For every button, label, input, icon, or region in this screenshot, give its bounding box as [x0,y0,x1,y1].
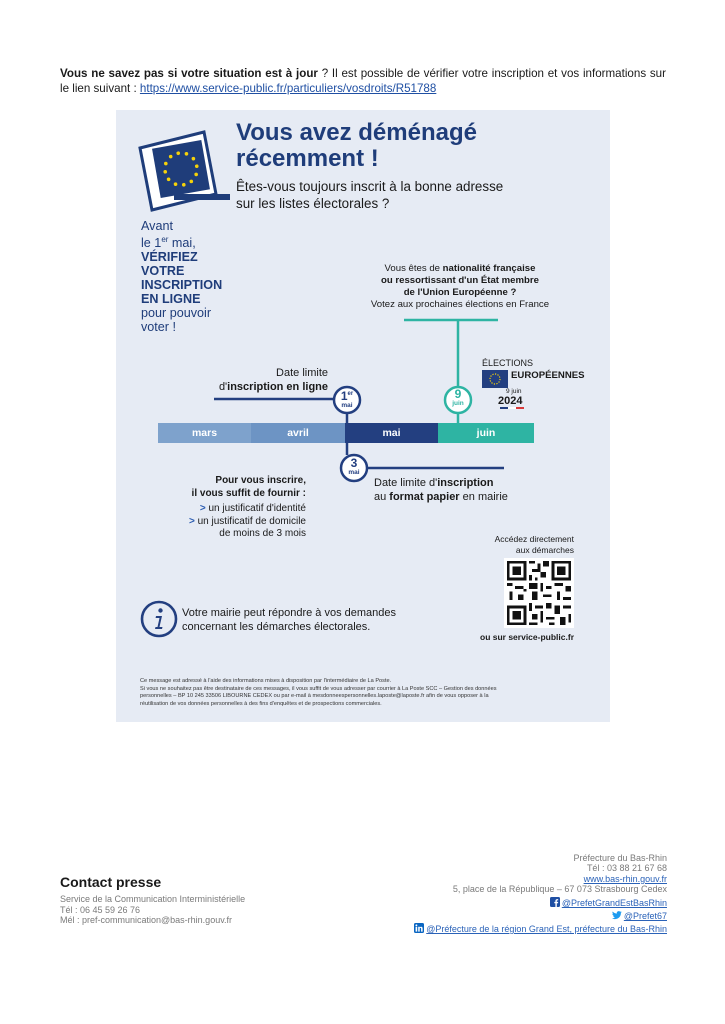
date-1-mai: 1er mai [340,389,354,409]
paper-deadline-label: Date limite d'inscription au format papier en mairie [374,477,508,503]
eu-flag-icon [482,370,508,388]
facebook-link[interactable]: @PrefetGrandEstBasRhin [561,898,667,908]
prefecture-website-link[interactable]: www.bas-rhin.gouv.fr [583,873,667,884]
qr-code[interactable] [504,558,574,628]
legal-notice: Ce message est adressé à l'aide des informations mises à disposition par l'intermédiaire de La Poste. Si vous ne souhaitez pas être destinataire de ces messages, il vous suffit de vous adresser par courrier à La Poste SCC – Gestion des données personnelles – BP 10 245 33506 LIBOURNE CEDEX ou par e-mail à mesdonneespersonnelles.laposte@laposte.fr afin de vous opposer à la réutilisation de vos données personnelles à des fins d'enquêtes et de prospections commerciales. [140,678,497,707]
date-3-mai: 3 mai [348,456,360,476]
linkedin-icon [414,923,424,933]
poster-subtitle: Êtes-vous toujours inscrit à la bonne adresse sur les listes électorales ? [236,179,504,211]
intro-paragraph [60,66,666,96]
online-deadline-label: Date limite d'inscription en ligne [218,367,328,393]
linkedin-link[interactable]: @Préfecture de la région Grand Est, préfecture du Bas-Rhin [426,924,667,934]
service-public-link[interactable]: https://www.service-public.fr/particuliers/vosdroits/R51788 [139,82,437,95]
qr-caption: Accédez directement aux démarches [494,534,574,555]
twitter-link[interactable]: @Prefet67 [623,911,667,921]
linkedin-row [327,923,667,935]
twitter-icon [612,910,622,920]
facebook-icon [550,897,560,907]
election-poster [116,110,610,722]
check-registration-callout: Avant le 1er mai, VÉRIFIEZ VOTRE INSCRIPTION EN LIGNE pour pouvoir voter ! [141,219,223,335]
nationality-text: Vous êtes de nationalité française ou ressortissant d'un État membre de l'Union Européenne ? Votez aux prochaines élections en France [370,263,550,310]
month-mars: mars [158,423,251,443]
requirements-list: Pour vous inscrire, il vous suffit de fournir : > un justificatif d'identité > un justificatif de domicile de moins de 3 mois [188,475,306,539]
intro-bold: Vous ne savez pas si votre situation est à jour [60,67,318,80]
twitter-row [327,910,667,922]
month-mai: mai [345,423,438,443]
mairie-info-text: Votre mairie peut répondre à vos demandes concernant les démarches électorales. [182,607,397,633]
contact-title: Contact presse [60,874,162,890]
prefecture-details: Préfecture du Bas-Rhin Tél : 03 88 21 67 68 www.bas-rhin.gouv.fr 5, place de la République – 67 073 Strasbourg Cedex [452,853,667,895]
info-icon [140,600,178,638]
date-9-juin: 9 juin [452,387,464,407]
poster-title: Vous avez déménagé récemment ! [236,119,477,172]
month-avril: avril [251,423,345,443]
intro-text: ? Il est possible de vérifier votre inscription et vos informations sur le lien suivant : [60,67,666,95]
month-timeline-bar [158,423,534,443]
qr-footer: ou sur service-public.fr [480,632,574,642]
facebook-row [327,897,667,909]
european-elections-logo: ÉLECTIONS EUROPÉENNES 9 juin 2024 [482,358,585,407]
month-juin: juin [438,423,534,443]
contact-details: Service de la Communication Interministérielle Tél : 06 45 59 26 76 Mél : pref-communication@bas-rhin.gouv.fr [60,894,246,925]
